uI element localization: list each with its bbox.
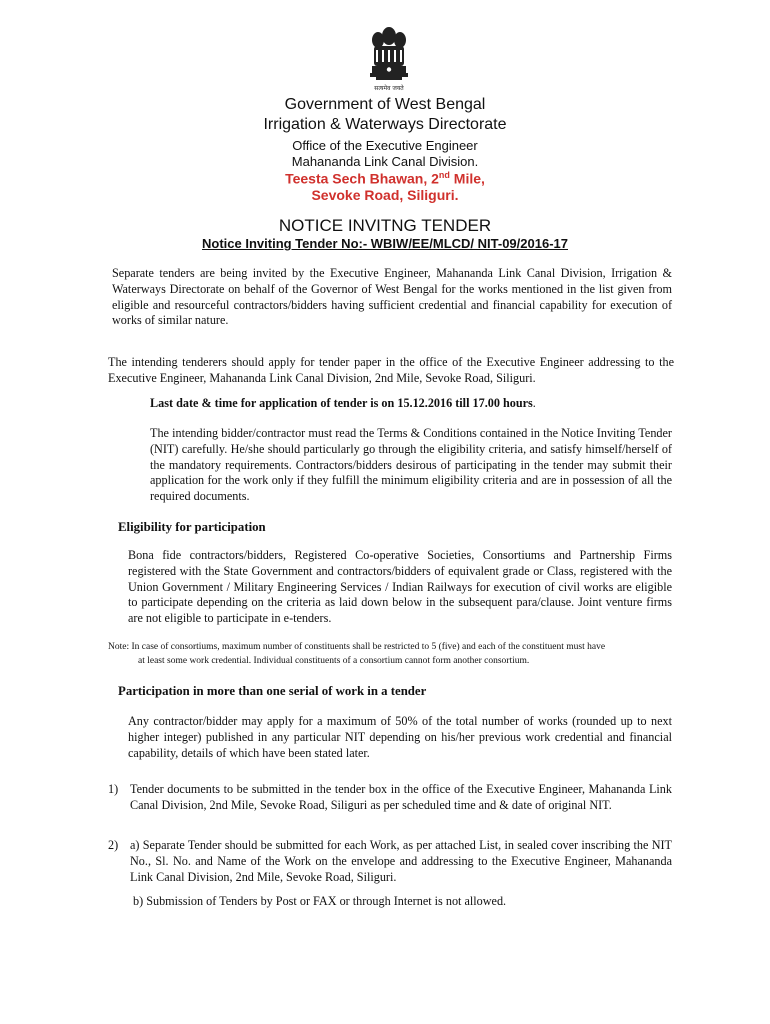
terms-paragraph: The intending bidder/contractor must read the Terms & Conditions contained in the Notice Inviting Tender (NIT) carefully. He/she should particularly go through the eligibility criteria, and satisfy himself/herself of the mandatory requirements. Contractors/bidders desirous of participating in the tender may submit their application for the work only if they fulfill the minimum eligibility criteria and are in possession of all the required documents. bbox=[150, 426, 672, 504]
list-item-2a-text: a) Separate Tender should be submitted for each Work, as per attached List, in sealed cover inscribing the NIT No., Sl. No. and Name of the Work on the envelope and addressing to the Executive Engineer, Mahananda Link Canal Division, 2nd Mile, Sevoke Road, Siliguri. bbox=[130, 838, 672, 884]
participation-paragraph: Any contractor/bidder may apply for a maximum of 50% of the total number of works (rounded up to next higher integer) published in any particular NIT depending on his/her previous work credential and financial capability, details of which have been stated later. bbox=[128, 714, 672, 760]
consortium-note-line-2: at least some work credential. Individual constituents of a consortium cannot form another consortium. bbox=[138, 656, 530, 666]
government-title: Government of West Bengal bbox=[284, 96, 486, 113]
notice-title: NOTICE INVITNG TENDER bbox=[278, 216, 492, 235]
notice-number: Notice Inviting Tender No:- WBIW/EE/MLCD/ NIT-09/2016-17 bbox=[202, 236, 568, 251]
consortium-note-line-1: Note: In case of consortiums, maximum number of constituents shall be restricted to 5 (five) and each of the constituent must have bbox=[108, 642, 606, 652]
directorate-title: Irrigation & Waterways Directorate bbox=[263, 116, 507, 133]
office-title: Office of the Executive Engineer bbox=[292, 138, 478, 153]
list-item-1-text: Tender documents to be submitted in the tender box in the office of the Executive Engineer, Mahananda Link Canal Division, 2nd Mile, Sevoke Road, Siliguri as per scheduled time and & date of original NIT. bbox=[130, 782, 672, 812]
intro-paragraph: Separate tenders are being invited by the Executive Engineer, Mahananda Link Canal Division, Irrigation & Waterways Directorate on behalf of the Governor of West Bengal for the works mentioned in the list given from eligible and resourceful contractors/bidders having sufficient credential and financial capability for execution of works of similar nature. bbox=[112, 266, 672, 328]
eligibility-paragraph: Bona fide contractors/bidders, Registered Co-operative Societies, Consortiums and Partnership Firms registered with the State Government and contractors/bidders of equivalent grade or Class, registered with the Union Government / Military Engineering Services / Indian Railways for execution of civil works are eligible to participate depending on the criteria as laid down below in the subsequent para/clause. Joint venture firms are not eligible to participate in e-tenders. bbox=[128, 548, 672, 626]
participation-heading: Participation in more than one serial of work in a tender bbox=[118, 684, 427, 698]
emblem-caption: सत्यमेव जयते bbox=[374, 85, 404, 92]
eligibility-heading: Eligibility for participation bbox=[118, 520, 266, 534]
list-item-number-1: 1) bbox=[108, 782, 119, 796]
address-line-2: Sevoke Road, Siliguri. bbox=[311, 187, 459, 203]
address-line-1: Teesta Sech Bhawan, 2nd Mile, bbox=[285, 170, 485, 187]
state-emblem-icon bbox=[364, 22, 414, 94]
list-item-2b-text: b) Submission of Tenders by Post or FAX or through Internet is not allowed. bbox=[133, 894, 507, 908]
last-date-line: Last date & time for application of tender is on 15.12.2016 till 17.00 hours. bbox=[150, 396, 536, 410]
division-title: Mahananda Link Canal Division. bbox=[291, 154, 479, 169]
list-item-number-2: 2) bbox=[108, 838, 119, 852]
application-paragraph: The intending tenderers should apply for tender paper in the office of the Executive Engineer addressing to the Executive Engineer, Mahananda Link Canal Division, 2nd Mile, Sevoke Road, Siliguri. bbox=[108, 355, 674, 385]
